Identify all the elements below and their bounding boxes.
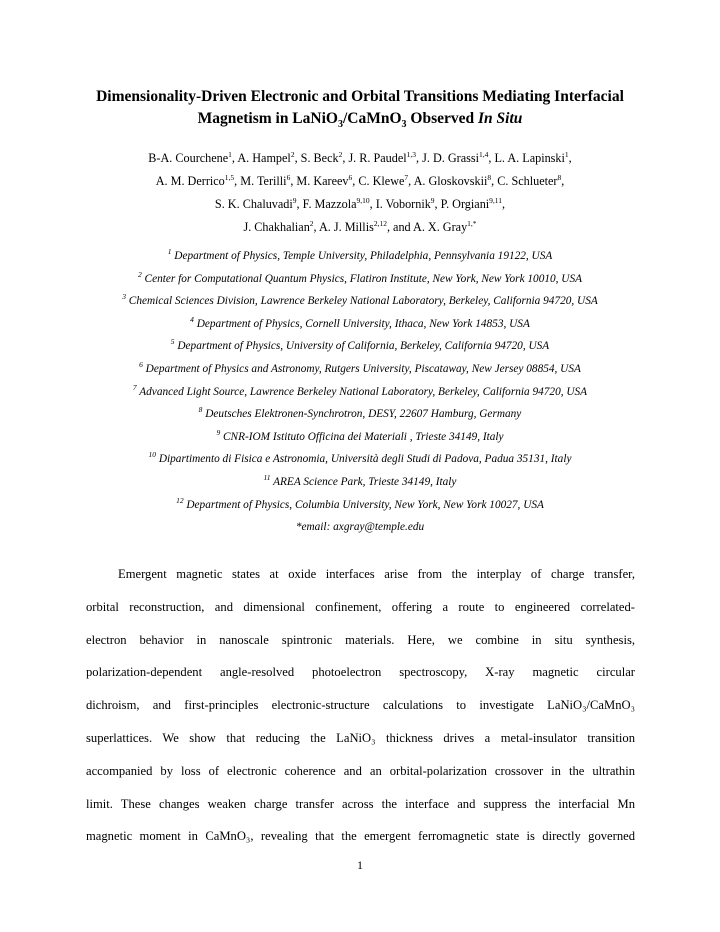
affiliation-number: 11 [263,473,271,483]
author-name: and A. X. Gray [393,220,468,234]
affiliation-number: 3 [122,292,126,302]
paper-title [60,86,660,136]
affiliation-number: 4 [190,315,194,325]
author-affiliation-mark: 1,4 [479,149,489,159]
affiliation-text: CNR-IOM Istituto Officina dei Materiali , Trieste 34149, Italy [220,430,504,443]
page-number: 1 [357,858,363,872]
author-name: P. Orgiani [440,197,490,211]
author-name: J. Chakhalian [243,220,310,234]
author-name: A. M. Derrico [155,174,225,188]
affiliation-text: Department of Physics and Astronomy, Rutgers University, Piscataway, New Jersey 08854, USA [142,362,581,375]
author-affiliation-mark: 2,12 [373,218,387,228]
author-affiliation-mark: 8 [557,172,562,182]
author-affiliation-mark: 1,5 [224,172,235,182]
corresponding-email: *email: axgray@temple.edu [295,521,425,534]
affiliation-text: Department of Physics, University of California, Berkeley, California 94720, USA [174,340,550,353]
affiliation-item [40,494,680,517]
affiliation-number: 10 [148,450,157,460]
abstract-line: orbital reconstruction, and dimensional confinement, offering a route to engineered correlated- [86,599,635,614]
author-name: I. Vobornik [375,197,431,211]
author-affiliation-mark: 9 [430,195,435,205]
abstract-line: accompanied by loss of electronic coherence and an orbital-polarization crossover in the ultrathin [86,763,635,778]
affiliation-item [40,268,680,291]
affiliation-item [40,403,680,426]
affiliation-number: 2 [137,269,142,279]
author-name: A. Hampel [237,151,291,165]
author-affiliation-mark: 9 [292,195,297,205]
author-affiliation-mark: 6 [286,172,291,182]
title-line-2: Magnetism in LaNiO$_3$/CaMnO$_3$ Observed In Situ [197,110,523,131]
affiliation-text: Department of Physics, Cornell University, Ithaca, New York 14853, USA [193,317,530,330]
abstract-line: superlattices. We show that reducing the LaNiO₃ thickness drives a metal-insulator transition [86,730,635,745]
affiliation-text: Advanced Light Source, Lawrence Berkeley National Laboratory, Berkeley, California 94720, USA [136,385,588,398]
affiliation-item [40,313,680,336]
affiliation-text: Department of Physics, Columbia University, New York, New York 10027, USA [183,498,544,511]
author-affiliation-mark: 2 [309,218,314,228]
affiliation-text: Department of Physics, Temple University, Philadelphia, Pennsylvania 19122, USA [171,250,553,262]
author-line: B-A. Courchene$^1$, A. Hampel$^2$, S. Beck$^2$, J. R. Paudel$^{1,3}$, J. D. Grassi$^{1,4}$, L. A. Lapinski$^1$, [148,149,572,165]
author-affiliation-mark: 6 [348,172,353,182]
author-line: S. K. Chaluvadi$^9$, F. Mazzola$^{9,10}$, I. Vobornik$^9$, P. Orgiani$^{9,11}$, [214,195,506,211]
author-affiliation-mark: 1 [564,149,569,159]
author-name: C. Klewe [358,174,405,188]
author-affiliation-mark: 9,10 [356,195,370,205]
author-name: F. Mazzola [302,197,357,211]
affiliation-item [40,335,680,358]
author-name: M. Kareev [296,174,349,188]
affiliation-number: 1 [167,247,172,257]
affiliation-number: 5 [170,337,175,347]
author-name: J. D. Grassi [422,151,480,165]
author-list [60,147,660,239]
author-affiliation-mark: 1 [228,149,232,159]
affiliation-text: Chemical Sciences Division, Lawrence Berkeley National Laboratory, Berkeley, California 94720, USA [125,295,598,308]
author-name: M. Terilli [240,174,287,188]
author-line: A. M. Derrico$^{1,5}$, M. Terilli$^6$, M. Kareev$^6$, C. Klewe$^7$, A. Gloskovskii$^8$, C. Schlueter$^8$, [155,172,565,188]
affiliation-item [40,448,680,471]
affiliation-item [40,426,680,449]
author-affiliation-mark: 9,11 [489,195,503,205]
author-name: C. Schlueter [497,174,558,188]
author-affiliation-mark: 1,3 [406,149,417,159]
affiliation-text: Center for Computational Quantum Physics, Flatiron Institute, New York, New York 10010, USA [141,272,583,285]
title-line-1: Dimensionality-Driven Electronic and Orbital Transitions Mediating Interfacial [96,88,624,105]
author-name: S. K. Chaluvadi [214,197,293,211]
author-affiliation-mark: 1,* [467,218,477,228]
affiliation-number: 8 [198,405,203,415]
affiliation-number: 6 [139,360,143,370]
abstract-line: magnetic moment in CaMnO₃, revealing that the emergent ferromagnetic state is directly governed [86,829,635,844]
affiliation-text: Dipartimento di Fisica e Astronomia, Università degli Studi di Padova, Padua 35131, Italy [156,453,572,466]
author-affiliation-mark: 2 [338,149,343,159]
affiliation-number: 7 [132,382,137,392]
author-affiliation-mark: 7 [404,172,409,182]
affiliation-item [40,471,680,494]
author-affiliation-mark: 2 [290,149,295,159]
author-name: B-A. Courchene [148,151,229,165]
affiliation-text: AREA Science Park, Trieste 34149, Italy [270,475,457,488]
abstract-line: Emergent magnetic states at oxide interfaces arise from the interplay of charge transfer, [118,567,635,581]
author-name: A. Gloskovskii [413,174,488,188]
affiliation-text: Deutsches Elektronen-Synchrotron, DESY, 22607 Hamburg, Germany [202,408,522,421]
affiliations [40,245,680,539]
affiliation-number: 9 [216,427,221,437]
affiliation-item [40,358,680,381]
affiliation-item [40,290,680,313]
affiliation-item [40,381,680,404]
author-name: S. Beck [300,151,339,165]
abstract-line: electron behavior in nanoscale spintronic materials. Here, we combine in situ synthesis, [86,632,635,647]
author-name: J. R. Paudel [348,151,407,165]
author-line: J. Chakhalian$^2$, A. J. Millis$^{2,12}$, and A. X. Gray$^{1,*}$ [243,218,477,234]
author-name: L. A. Lapinski [494,151,565,165]
abstract-line: limit. These changes weaken charge transfer across the interface and suppress the interfacial Mn [86,796,635,811]
abstract-line: dichroism, and first-principles electronic-structure calculations to investigate LaNiO₃/CaMnO₃ [86,698,635,713]
abstract [86,558,635,853]
affiliation-number: 12 [176,495,184,505]
abstract-line: polarization-dependent angle-resolved photoelectron spectroscopy, X-ray magnetic circular [86,665,635,680]
author-name: A. J. Millis [318,220,374,234]
affiliation-item [40,245,680,268]
author-affiliation-mark: 8 [487,172,492,182]
